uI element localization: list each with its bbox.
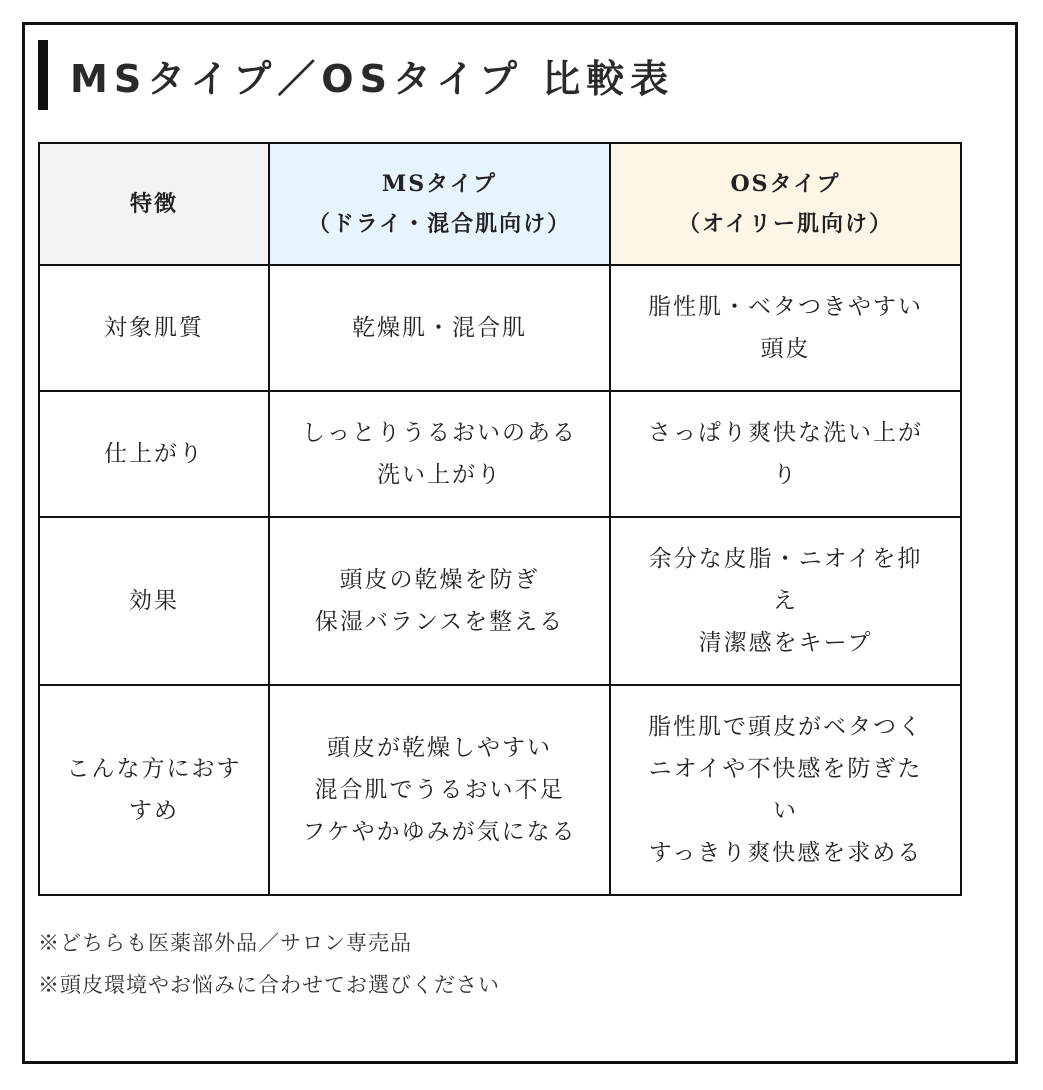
row-os-text: さっぱり爽快な洗い上が: [648, 420, 923, 446]
title-accent-bar: [38, 40, 48, 110]
row-feature-text: すめ: [129, 798, 179, 824]
row-ms-text: 頭皮の乾燥を防ぎ: [339, 567, 540, 593]
table-row: [39, 517, 961, 685]
row-os-text: すっきり爽快感を求める: [648, 840, 923, 866]
row-feature-cell: [39, 391, 269, 517]
row-ms-text: 混合肌でうるおい不足: [314, 777, 565, 803]
row-os-text: 清潔感をキープ: [698, 630, 873, 656]
header-os-sub: （オイリー肌向け）: [678, 211, 893, 237]
row-os-text: 余分な皮脂・ニオイを抑: [648, 546, 923, 572]
row-ms-text: しっとりうるおいのある: [302, 420, 577, 446]
header-feature: [39, 143, 269, 265]
header-os-type: [610, 143, 961, 265]
table-header-row: [39, 143, 961, 265]
row-os-text: え: [773, 588, 798, 614]
header-ms-name: MSタイプ: [381, 171, 498, 197]
row-ms-cell: [269, 517, 610, 685]
row-feature-cell: [39, 517, 269, 685]
row-ms-cell: [269, 685, 610, 895]
row-feature-text: 対象肌質: [104, 315, 204, 341]
row-ms-text: 乾燥肌・混合肌: [352, 315, 527, 341]
title-block: [38, 40, 674, 110]
row-feature-cell: [39, 265, 269, 391]
row-feature-text: 仕上がり: [104, 441, 204, 467]
row-os-text: 頭皮: [760, 336, 811, 362]
header-os-name: OSタイプ: [730, 171, 841, 197]
footnote: ※頭皮環境やお悩みに合わせてお選びください: [38, 973, 500, 997]
row-os-text: 脂性肌で頭皮がベタつく: [648, 714, 923, 740]
row-ms-text: フケやかゆみが気になる: [302, 819, 577, 845]
row-os-text: い: [773, 798, 798, 824]
row-ms-text: 保湿バランスを整える: [314, 609, 565, 635]
row-os-text: り: [773, 462, 798, 488]
row-ms-cell: [269, 265, 610, 391]
header-feature-label: 特徴: [129, 191, 178, 217]
row-os-cell: [610, 685, 961, 895]
row-ms-text: 洗い上がり: [377, 462, 502, 488]
row-os-cell: [610, 265, 961, 391]
footnote: ※どちらも医薬部外品／サロン専売品: [38, 931, 412, 955]
header-ms-sub: （ドライ・混合肌向け）: [307, 211, 572, 237]
header-ms-type: [269, 143, 610, 265]
table-row: [39, 265, 961, 391]
comparison-table: [38, 142, 962, 896]
row-feature-text: 効果: [129, 588, 179, 614]
row-os-cell: [610, 517, 961, 685]
page-title: MSタイプ／OSタイプ 比較表: [70, 56, 675, 101]
row-feature-text: こんな方におす: [66, 756, 242, 782]
footnotes: [38, 922, 500, 1006]
row-ms-cell: [269, 391, 610, 517]
row-os-text: ニオイや不快感を防ぎた: [648, 756, 923, 782]
row-os-cell: [610, 391, 961, 517]
row-os-text: 脂性肌・ベタつきやすい: [648, 294, 923, 320]
table-row: [39, 391, 961, 517]
row-ms-text: 頭皮が乾燥しやすい: [327, 735, 552, 761]
table-row: [39, 685, 961, 895]
row-feature-cell: [39, 685, 269, 895]
